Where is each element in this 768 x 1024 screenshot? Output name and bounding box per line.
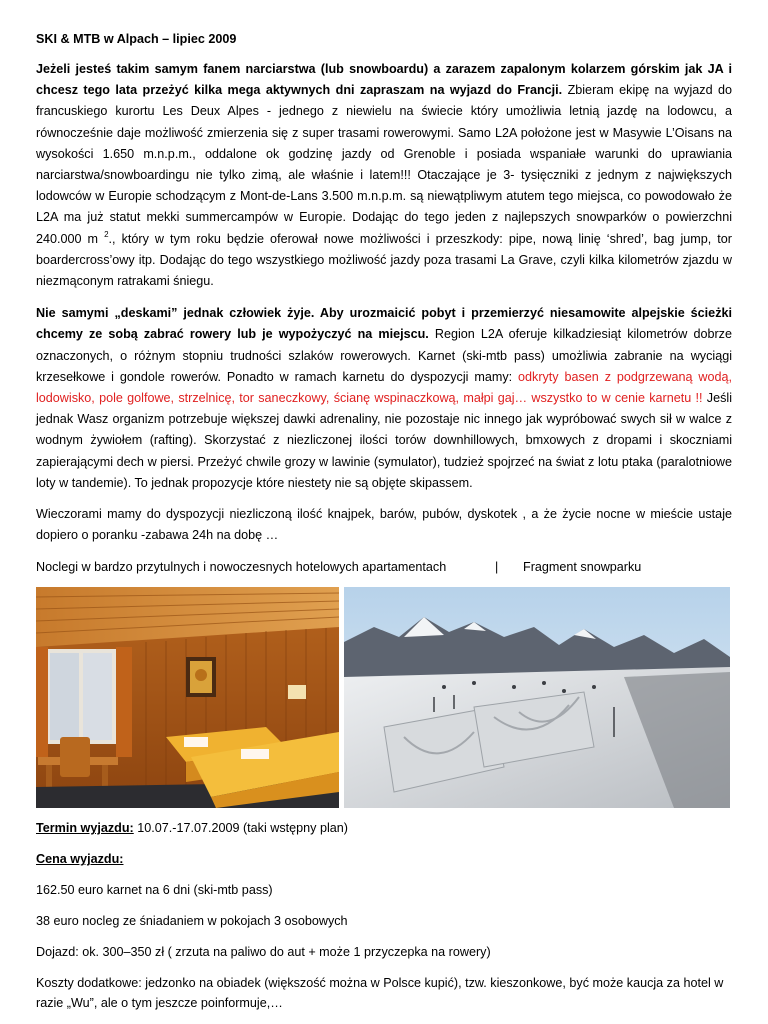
cena-line: [36, 849, 732, 869]
bikes-red-highlight: odkryty basen z podgrzewaną wodą, lodowisko, pole golfowe, strzelnicę, tor saneczkowy, ścianę wspinaczkową, małpi gaj… wszystko to w cenie karnetu !!: [36, 369, 733, 406]
termin-label: Termin wyjazdu:: [36, 821, 134, 836]
bikes-bold: Nie samymi „deskami” jednak człowiek żyje. Aby urozmaicić pobyt i przemierzyć niesamowite alpejskie ścieżki chcemy ze sobą zabrać rowery lub je wypożyczyć na miejscu.: [36, 306, 732, 342]
termin-value: 10.07.-17.07.2009 (taki wstępny plan): [133, 821, 348, 836]
cost-dodatkowe: Koszty dodatkowe: jedzonko na obiadek (większość można w Polsce kupić), tzw. kieszonkowe, być może kaucja za hotel w razie „Wu”, ale o tym jeszcze poinformuje,…: [36, 976, 724, 1011]
document-title: SKI & MTB w Alpach – lipiec 2009: [36, 32, 237, 46]
cena-label: Cena wyjazdu:: [36, 852, 124, 867]
bikes-text-b: Jeśli jednak Wasz organizm potrzebuje większej dawki adrenaliny, nie pozostaje nic innego jak wypróbować swych sił w walce z wodnym żywiołem (rafting). Skorzystać z niezliczonej ilości torów downhillowych, bmxowych z dropami i skoczniami zapierającymi dech w piersi. Przeżyć chwile grozy w lawinie (symulator), tudzież spojrzeć na świat z lotu ptaka (paralotniowe loty w tandemie). To jednak propozycje które niestety nie są objęte skipassem.: [36, 391, 732, 490]
caption-snowpark: Fragment snowparku: [523, 560, 642, 575]
cost-dojazd: Dojazd: ok. 300–350 zł ( zrzuta na paliwo do aut + może 1 przyczepka na rowery): [36, 945, 491, 960]
intro-bold: Jeżeli jesteś takim samym fanem narciarstwa (lub snowboardu) a zarazem zapalonym kolarzem górskim jak JA i chcesz tego lata przeżyć kilka mega aktywnych dni zapraszam na wyjazd do Francji.: [36, 62, 732, 98]
bikes-text-a: Region L2A oferuje kilkadziesiąt kilometrów dobrze oznaczonych, o różnym stopniu trudności szlaków rowerowych. Karnet (ski-mtb pass) umożliwia zabranie na wyciągi krzesełkowe i gondole rowerów. Ponadto w ramach karnetu do dyspozycji mamy:: [36, 327, 732, 384]
caption-separator: |: [495, 560, 499, 575]
intro-text-b: ., który w tym roku będzie oferował nowe możliwości i przeszkody: pipe, nową linię ‘shred’, bag jump, tor boardercross’owy itp. Dodając do tego wszystkiego możliwość jazdy poza trasami La Grave, czyli kilka kilometrów zjazdu w niezmąconym ratrakami śniegu.: [36, 231, 732, 289]
paragraph-bikes: [36, 303, 732, 494]
photo-row: [36, 587, 732, 808]
hotel-room-photo: [36, 587, 339, 808]
photo-captions: [36, 557, 732, 577]
termin-line: [36, 818, 732, 838]
snowpark-photo: [344, 587, 730, 808]
cost-nocleg: 38 euro nocleg ze śniadaniem w pokojach 3 osobowych: [36, 914, 348, 929]
intro-text-a: Zbieram ekipę na wyjazd do francuskiego kurortu Les Deux Alpes - jednego z niewielu na świecie który umożliwia letnią jazdę na lodowcu, a równocześnie daje możliwość zmierzenia się z super trasami rowerowymi. Samo L2A położone jest w Masywie L’Oisans na wysokości 1.650 m.n.p.m., oddalone ok godzinę jazdy od Grenoble i posiada wspaniałe warunki do uprawiania narciarstwa/snowboardingu nie tylko zimą, ale właśnie i latem!!! Otaczające je 3- tysięczniki z jednym z największych lodowców w Europie schodzącym z Mont-de-Lans 3.500 m.n.p.m. są niewątpliwym atutem tego miejsca, co powodowało że L2A ma już statut mekki summercampów w Europie. Dodając do tego jeden z najlepszych snowparków o powierzchni 240.000 m: [36, 83, 733, 246]
caption-hotel: Noclegi w bardzo przytulnych i nowoczesnych hotelowych apartamentach: [36, 560, 447, 575]
cost-karnet: 162.50 euro karnet na 6 dni (ski-mtb pass): [36, 883, 273, 898]
paragraph-nightlife: Wieczorami mamy do dyspozycji niezliczoną ilość knajpek, barów, pubów, dyskotek , a że życie nocne w mieście ustaje dopiero o poranku -zabawa 24h na dobę …: [36, 507, 732, 543]
superscript-2: 2: [104, 229, 109, 239]
paragraph-intro: [36, 59, 732, 292]
document-page: [36, 30, 732, 1024]
